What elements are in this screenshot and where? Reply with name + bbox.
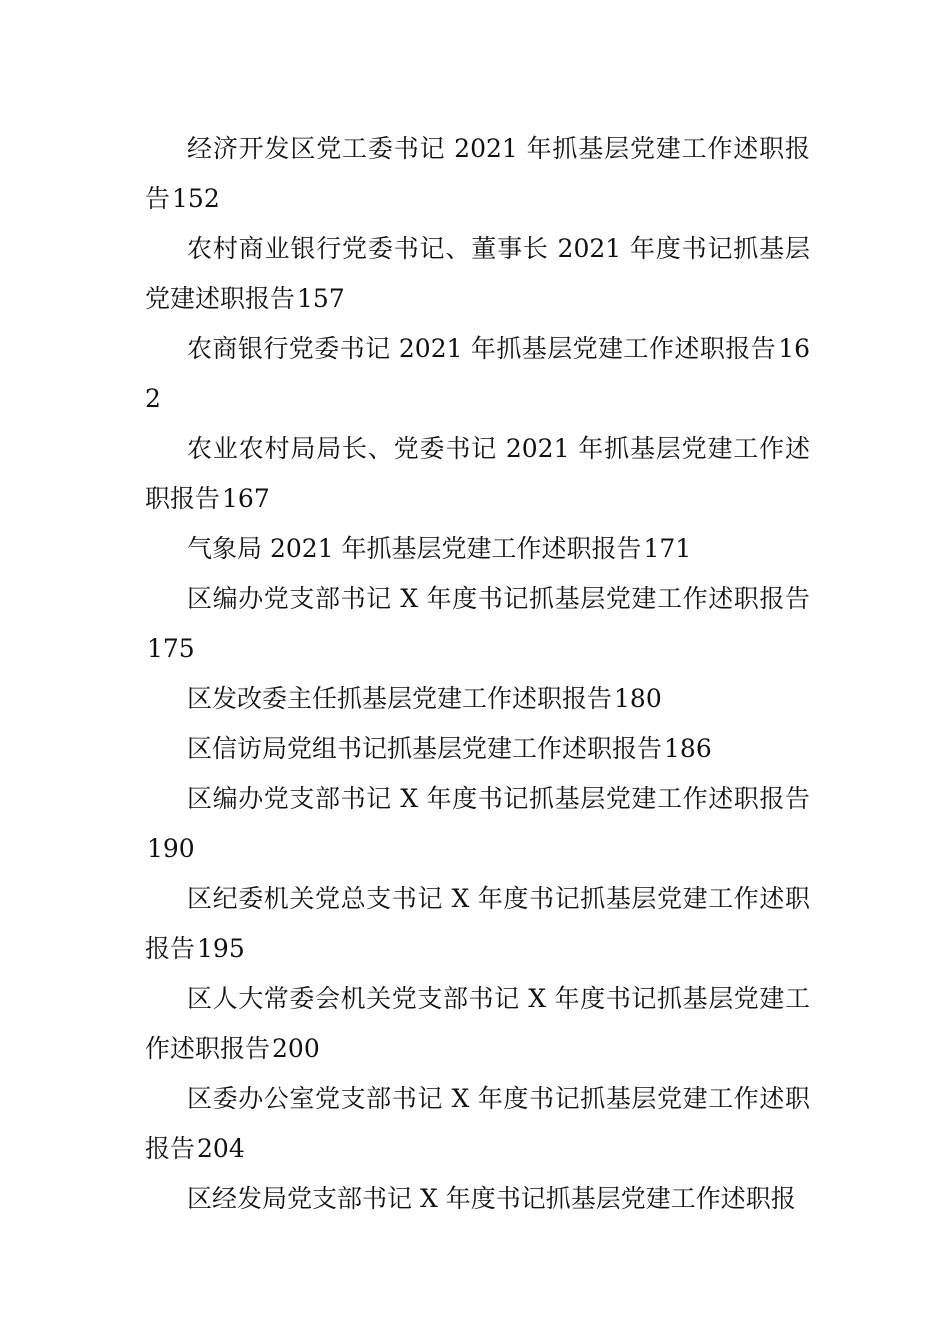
toc-entry: [145, 1074, 810, 1174]
toc-entry-title: 区委办公室党支部书记 X 年度书记抓基层党建工作述职报告: [145, 1084, 810, 1163]
toc-entry-title: 农业农村局局长、党委书记 2021 年抓基层党建工作述职报告: [145, 434, 810, 513]
toc-entry-title: 农村商业银行党委书记、董事长 2021 年度书记抓基层党建述职报告: [145, 234, 810, 313]
toc-entry-title: 经济开发区党工委书记 2021 年抓基层党建工作述职报告: [145, 134, 810, 213]
toc-entry: [145, 524, 810, 574]
toc-entry: [145, 424, 810, 524]
toc-entry: [145, 1174, 810, 1224]
toc-entry-page: 180: [614, 684, 662, 713]
toc-entry-page: 186: [664, 734, 712, 763]
table-of-contents: [145, 124, 810, 1224]
toc-entry: [145, 674, 810, 724]
toc-entry-title: 区编办党支部书记 X 年度书记抓基层党建工作述职报告: [187, 784, 810, 813]
toc-entry-title: 区经发局党支部书记 X 年度书记抓基层党建工作述职报: [187, 1184, 796, 1213]
toc-entry-page: 162: [145, 334, 810, 413]
toc-entry: [145, 774, 810, 874]
toc-entry-page: 190: [147, 834, 195, 863]
toc-entry-title: 农商银行党委书记 2021 年抓基层党建工作述职报告: [187, 334, 777, 363]
toc-entry: [145, 724, 810, 774]
toc-entry-title: 气象局 2021 年抓基层党建工作述职报告: [187, 534, 642, 563]
toc-entry-page: 157: [297, 284, 345, 313]
toc-entry: [145, 874, 810, 974]
toc-entry-title: 区编办党支部书记 X 年度书记抓基层党建工作述职报告: [187, 584, 810, 613]
toc-entry-page: 204: [197, 1134, 245, 1163]
toc-entry-page: 195: [197, 934, 245, 963]
toc-entry: [145, 324, 810, 424]
toc-entry-page: 152: [172, 184, 220, 213]
toc-entry-page: 200: [272, 1034, 320, 1063]
toc-entry: [145, 974, 810, 1074]
toc-entry-title: 区人大常委会机关党支部书记 X 年度书记抓基层党建工作述职报告: [145, 984, 810, 1063]
toc-entry: [145, 574, 810, 674]
toc-entry-page: 167: [222, 484, 270, 513]
toc-entry: [145, 124, 810, 224]
toc-entry-title: 区纪委机关党总支书记 X 年度书记抓基层党建工作述职报告: [145, 884, 810, 963]
toc-entry-title: 区发改委主任抓基层党建工作述职报告: [187, 684, 613, 713]
toc-entry: [145, 224, 810, 324]
toc-entry-page: 175: [147, 634, 195, 663]
toc-entry-title: 区信访局党组书记抓基层党建工作述职报告: [187, 734, 663, 763]
toc-entry-page: 171: [643, 534, 692, 563]
